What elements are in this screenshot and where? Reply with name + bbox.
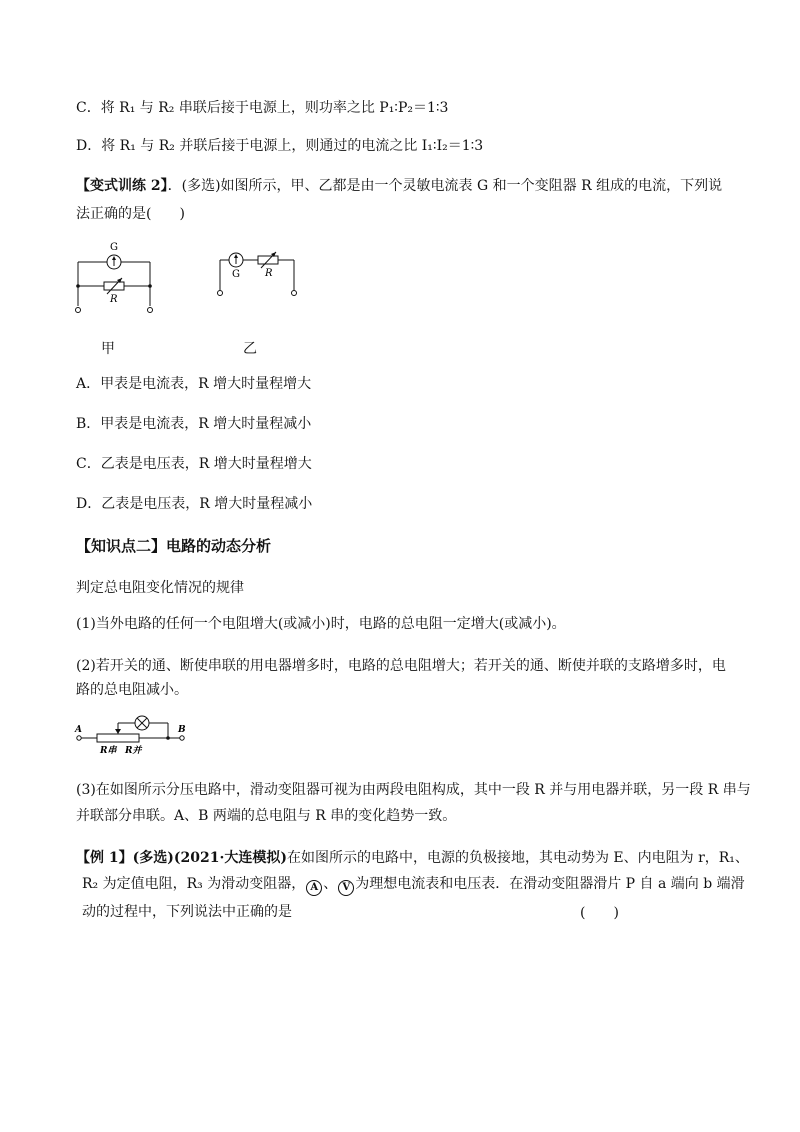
divider-rbing-label: R并 <box>125 746 142 756</box>
rule-p3-cont: 并联部分串联。A、B 两端的总电阻与 R 串的变化趋势一致。 <box>76 808 457 824</box>
variant2-option-c: C．乙表是电压表，R 增大时量程增大 <box>76 456 312 472</box>
caption-yi: 乙 <box>243 341 257 357</box>
divider-circuit-figure <box>72 712 192 758</box>
voltmeter-icon: V <box>338 880 354 896</box>
variant2-option-b: B．甲表是电流表，R 增大时量程减小 <box>76 416 312 432</box>
divider-a-label: A <box>75 725 82 735</box>
variant2-option-d: D．乙表是电压表，R 增大时量程减小 <box>76 496 313 512</box>
option-c-prev: C．将 R₁ 与 R₂ 串联后接于电源上，则功率之比 P₁∶P₂＝1∶3 <box>76 100 449 116</box>
yi-g-label: G <box>232 269 240 280</box>
divider-b-label: B <box>178 725 186 735</box>
rule-p3: (3)在如图所示分压电路中，滑动变阻器可视为由两段电阻构成，其中一段 R 并与用电器并联，另一段 R 串与 <box>76 782 751 798</box>
variant2-tag: 【变式训练 2】 <box>76 178 168 194</box>
circuit-yi-figure <box>210 240 310 302</box>
caption-jia: 甲 <box>101 341 115 357</box>
example1-text1: 在如图所示的电路中，电源的负极接地，其电动势为 E、内电阻为 r，R₁、 <box>286 850 749 866</box>
example1-sep: 、 <box>323 876 338 892</box>
variant2-option-a: A．甲表是电流表，R 增大时量程增大 <box>76 376 312 392</box>
section2-title: 【知识点二】电路的动态分析 <box>76 537 272 555</box>
rule-p2: (2)若开关的通、断使串联的用电器增多时，电路的总电阻增大；若开关的通、断使并联的支路增多时，电 <box>76 658 726 674</box>
rule-p2-cont: 路的总电阻减小。 <box>76 682 188 698</box>
variant2-stem <box>76 176 722 196</box>
example1-answer-paren: ( ) <box>580 905 619 921</box>
option-d-prev: D．将 R₁ 与 R₂ 并联后接于电源上，则通过的电流之比 I₁∶I₂＝1∶3 <box>76 138 484 154</box>
variant2-stem-text: ．(多选)如图所示，甲、乙都是由一个灵敏电流表 G 和一个变阻器 R 组成的电流，下列说 <box>167 178 723 194</box>
divider-rchuan-label: R串 <box>100 746 117 756</box>
example1-line1 <box>76 848 749 868</box>
example1-line3: 动的过程中，下列说法中正确的是 <box>82 904 292 920</box>
example1-text2b: 为理想电流表和电压表．在滑动变阻器滑片 P 自 a 端向 b 端滑 <box>355 876 745 892</box>
ammeter-icon: A <box>306 880 322 896</box>
example1-tag: 【例 1】(多选)(2021·大连模拟) <box>76 850 287 866</box>
rule-title: 判定总电阻变化情况的规律 <box>76 580 244 596</box>
jia-g-label: G <box>110 242 118 253</box>
example1-line2 <box>82 874 745 896</box>
circuit-jia-figure <box>70 236 165 318</box>
variant2-stem-cont: 法正确的是( ) <box>76 206 185 222</box>
yi-r-label: R <box>265 268 273 279</box>
rule-p1: (1)当外电路的任何一个电阻增大(或减小)时，电路的总电阻一定增大(或减小)。 <box>76 616 566 632</box>
jia-r-label: R <box>110 294 118 305</box>
example1-text2a: R₂ 为定值电阻，R₃ 为滑动变阻器， <box>82 876 306 892</box>
